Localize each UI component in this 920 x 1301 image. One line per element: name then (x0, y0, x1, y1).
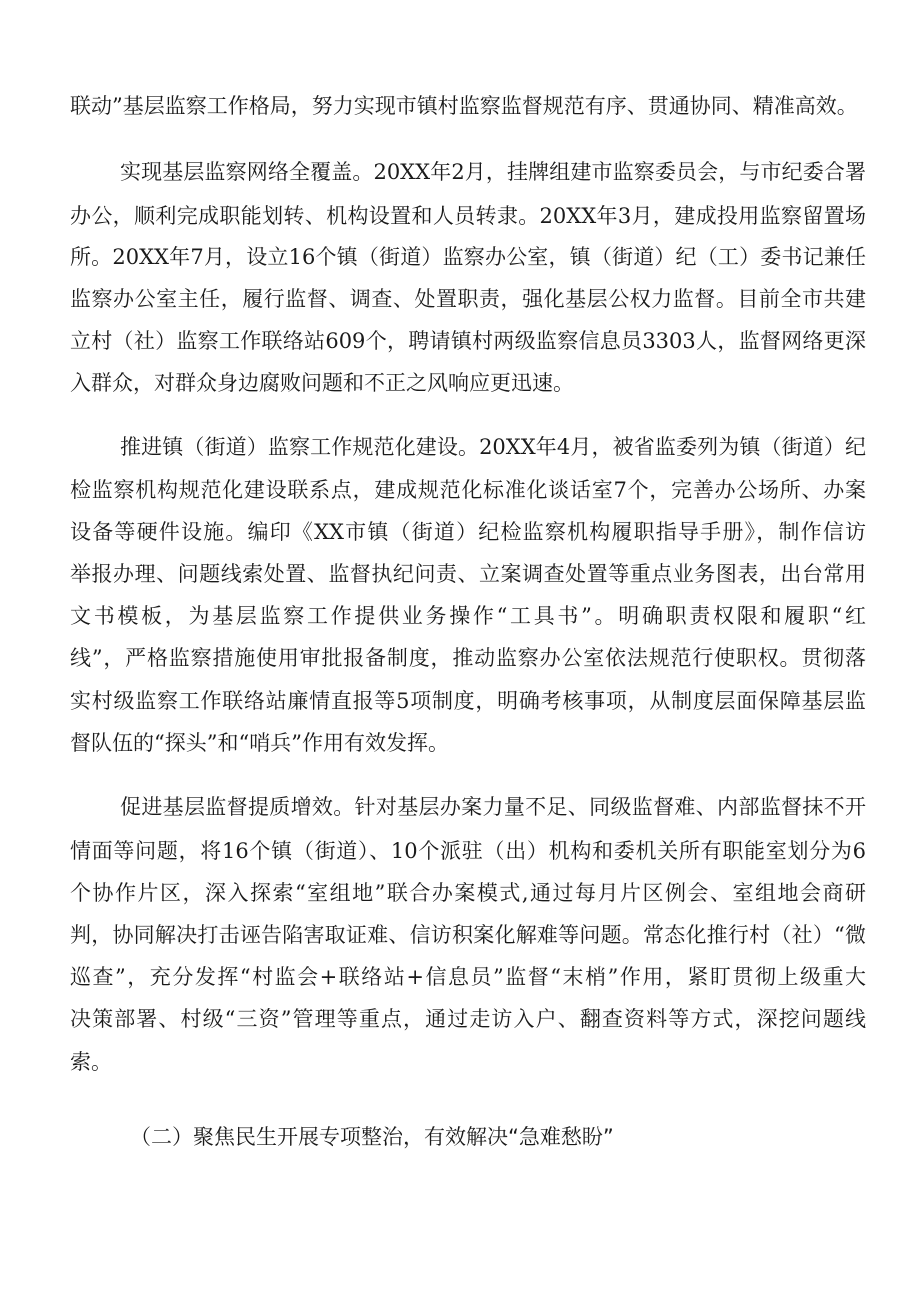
paragraph-line: 实现基层监察网络全覆盖。20XX年2月，挂牌组建市监察委员会，与市纪委合署 (120, 160, 866, 184)
paragraph-line: 决策部署、村级“三资”管理等重点，通过走访入户、翻查资料等方式，深挖问题线 (70, 1007, 866, 1031)
paragraph-line: 所。20XX年7月，设立16个镇（街道）监察办公室，镇（街道）纪（工）委书记兼任 (70, 245, 866, 269)
section-heading: （二）聚焦民生开展专项整治，有效解决“急难愁盼” (130, 1125, 614, 1149)
paragraph-line: 办公，顺利完成职能划转、机构设置和人员转隶。20XX年3月，建成投用监察留置场 (70, 204, 866, 228)
paragraph-line: 巡查”，充分发挥“村监会+联络站+信息员”监督“末梢”作用，紧盯贯彻上级重大 (70, 965, 866, 989)
paragraph-line: 联动”基层监察工作格局，努力实现市镇村监察监督规范有序、贯通协同、精准高效。 (70, 94, 858, 118)
paragraph-line: 督队伍的“探头”和“哨兵”作用有效发挥。 (70, 731, 449, 755)
paragraph-line: 设备等硬件设施。编印《XX市镇（街道）纪检监察机构履职指导手册》，制作信访 (70, 520, 866, 544)
paragraph-line: 索。 (70, 1050, 112, 1074)
paragraph-line: 推进镇（街道）监察工作规范化建设。20XX年4月，被省监委列为镇（街道）纪 (120, 435, 866, 459)
paragraph-line: 检监察机构规范化建设联系点，建成规范化标准化谈话室7个，完善办公场所、办案 (70, 478, 866, 502)
paragraph-line: 实村级监察工作联络站廉情直报等5项制度，明确考核事项，从制度层面保障基层监 (70, 689, 866, 713)
paragraph-line: 立村（社）监察工作联络站609个，聘请镇村两级监察信息员3303人，监督网络更深 (70, 329, 866, 353)
paragraph-line: 促进基层监督提质增效。针对基层办案力量不足、同级监督难、内部监督抹不开 (120, 795, 866, 819)
paragraph-line: 监察办公室主任，履行监督、调查、处置职责，强化基层公权力监督。目前全市共建 (70, 287, 866, 311)
paragraph-line: 判，协同解决打击诬告陷害取证难、信访积案化解难等问题。常态化推行村（社）“微 (70, 923, 866, 947)
paragraph-line: 文书模板，为基层监察工作提供业务操作“工具书”。明确职责权限和履职“红 (70, 604, 866, 628)
paragraph-line: 情面等问题，将16个镇（街道）、10个派驻（出）机构和委机关所有职能室划分为6 (70, 839, 866, 863)
paragraph-line: 线”，严格监察措施使用审批报备制度，推动监察办公室依法规范行使职权。贯彻落 (70, 646, 866, 670)
paragraph-line: 入群众，对群众身边腐败问题和不正之风响应更迅速。 (70, 371, 574, 395)
paragraph-line: 举报办理、问题线索处置、监督执纪问责、立案调查处置等重点业务图表，出台常用 (70, 562, 866, 586)
paragraph-line: 个协作片区，深入探索“室组地”联合办案模式,通过每月片区例会、室组地会商研 (70, 881, 866, 905)
